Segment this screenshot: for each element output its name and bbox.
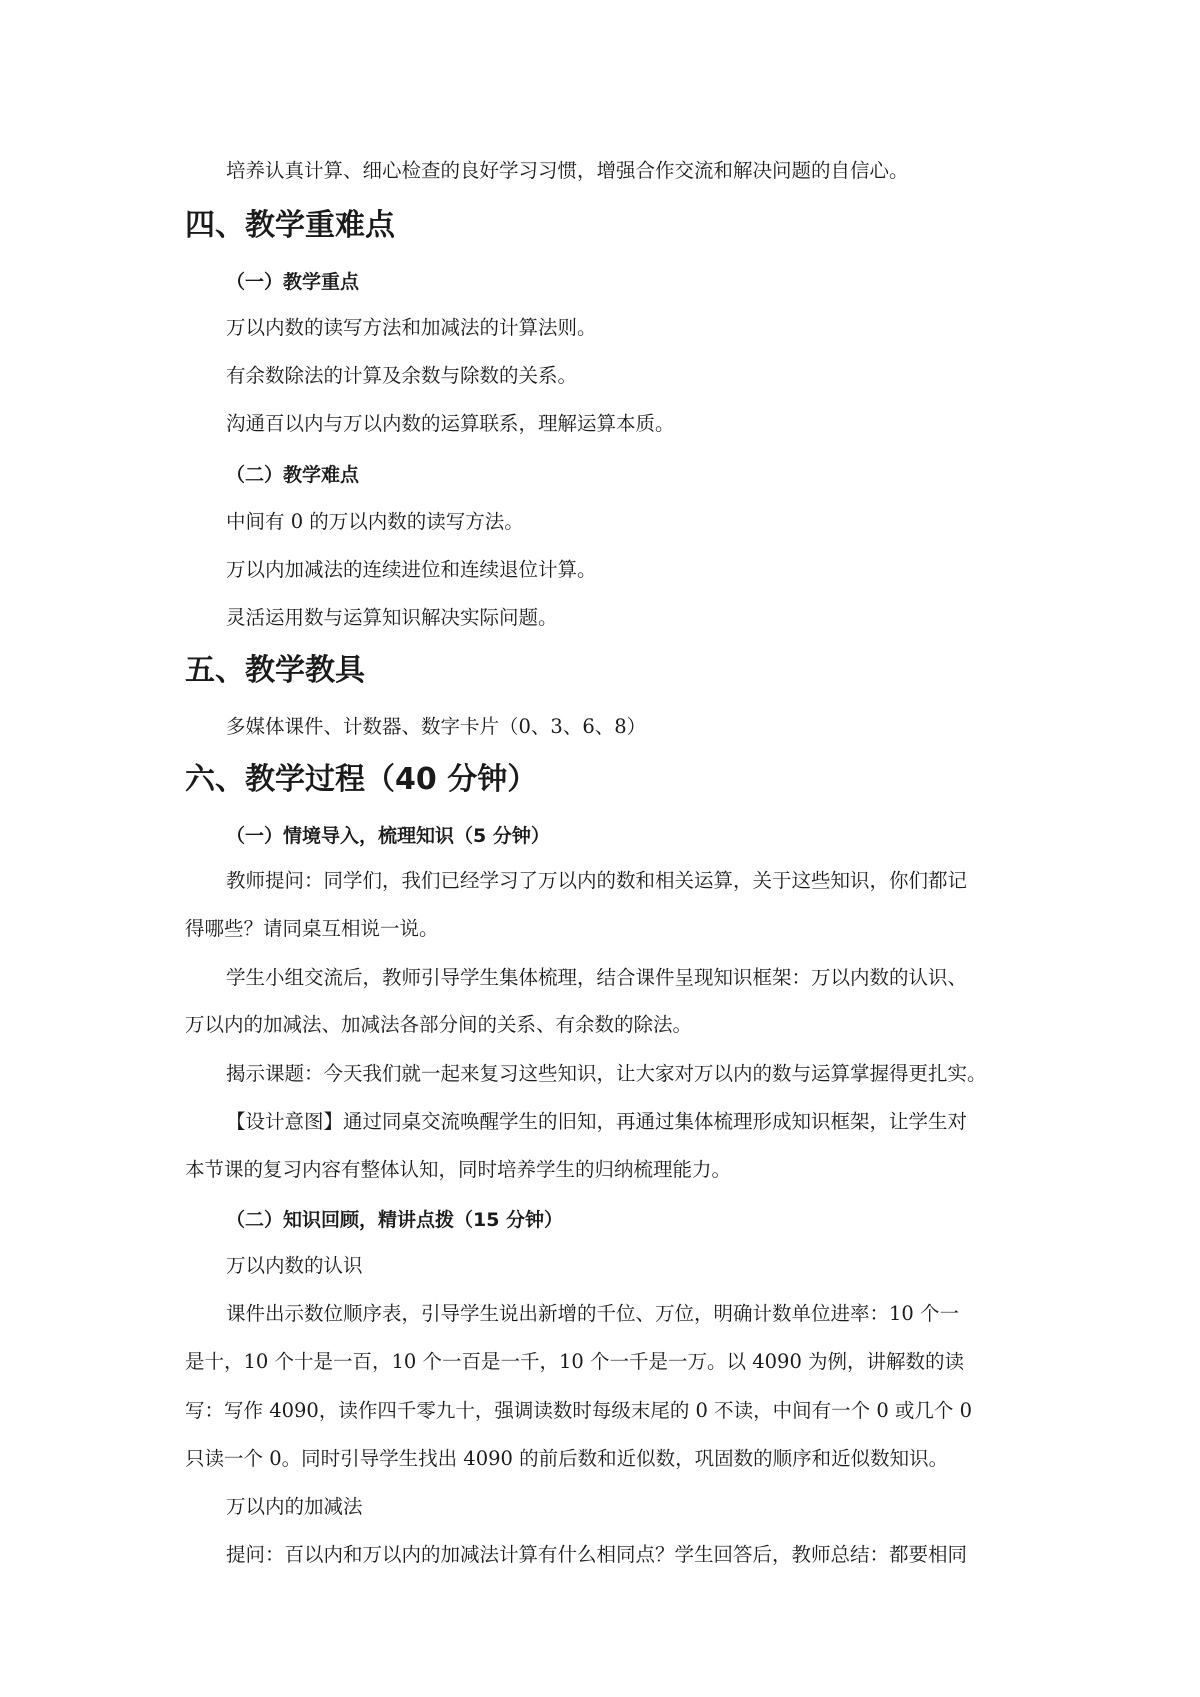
paragraph-line: 学生小组交流后，教师引导学生集体梳理，结合课件呈现知识框架：万以内数的认识、 — [226, 966, 968, 989]
subheading-difficult-points: （二）教学难点 — [226, 464, 360, 486]
section-heading-key-difficult-points: 四、教学重难点 — [185, 208, 395, 243]
subheading-key-points: （一）教学重点 — [226, 271, 360, 293]
difficult-point-item: 灵活运用数与运算知识解决实际问题。 — [226, 606, 558, 629]
paragraph-line: 提问：百以内和万以内的加减法计算有什么相同点？学生回答后，教师总结：都要相同 — [226, 1543, 968, 1566]
section-heading-teaching-process: 六、教学过程（40 分钟） — [185, 762, 538, 797]
topic-title: 万以内数的认识 — [226, 1254, 363, 1277]
paragraph-line: 是十，10 个十是一百，10 个一百是一千，10 个一千是一万。以 4090 为例，讲解数的读 — [185, 1350, 965, 1373]
paragraph-line: 揭示课题：今天我们就一起来复习这些知识，让大家对万以内的数与运算掌握得更扎实。 — [226, 1062, 987, 1085]
objective-paragraph: 培养认真计算、细心检查的良好学习习惯，增强合作交流和解决问题的自信心。 — [226, 159, 909, 182]
paragraph-line: 教师提问：同学们，我们已经学习了万以内的数和相关运算，关于这些知识，你们都记 — [226, 869, 968, 892]
difficult-point-item: 中间有 0 的万以内数的读写方法。 — [226, 510, 524, 533]
paragraph-line: 万以内的加减法、加减法各部分间的关系、有余数的除法。 — [185, 1013, 693, 1036]
difficult-point-item: 万以内加减法的连续进位和连续退位计算。 — [226, 558, 597, 581]
teaching-aids-paragraph: 多媒体课件、计数器、数字卡片（0、3、6、8） — [226, 715, 647, 738]
paragraph-line: 只读一个 0。同时引导学生找出 4090 的前后数和近似数，巩固数的顺序和近似数知识。 — [185, 1447, 949, 1470]
topic-title: 万以内的加减法 — [226, 1495, 363, 1518]
key-point-item: 万以内数的读写方法和加减法的计算法则。 — [226, 316, 597, 339]
key-point-item: 沟通百以内与万以内数的运算联系，理解运算本质。 — [226, 412, 675, 435]
paragraph-line: 得哪些？请同桌互相说一说。 — [185, 917, 439, 940]
design-intent-line: 本节课的复习内容有整体认知，同时培养学生的归纳梳理能力。 — [185, 1158, 732, 1181]
key-point-item: 有余数除法的计算及余数与除数的关系。 — [226, 364, 578, 387]
design-intent-line: 【设计意图】通过同桌交流唤醒学生的旧知，再通过集体梳理形成知识框架，让学生对 — [226, 1110, 968, 1133]
subheading-part2: （二）知识回顾，精讲点拨（15 分钟） — [226, 1209, 564, 1231]
subheading-part1: （一）情境导入，梳理知识（5 分钟） — [226, 825, 550, 847]
section-heading-teaching-aids: 五、教学教具 — [185, 653, 365, 688]
paragraph-line: 写：写作 4090，读作四千零九十，强调读数时每级末尾的 0 不读，中间有一个 0 或几个 0 — [185, 1399, 973, 1422]
paragraph-line: 课件出示数位顺序表，引导学生说出新增的千位、万位，明确计数单位进率：10 个一 — [226, 1302, 960, 1325]
